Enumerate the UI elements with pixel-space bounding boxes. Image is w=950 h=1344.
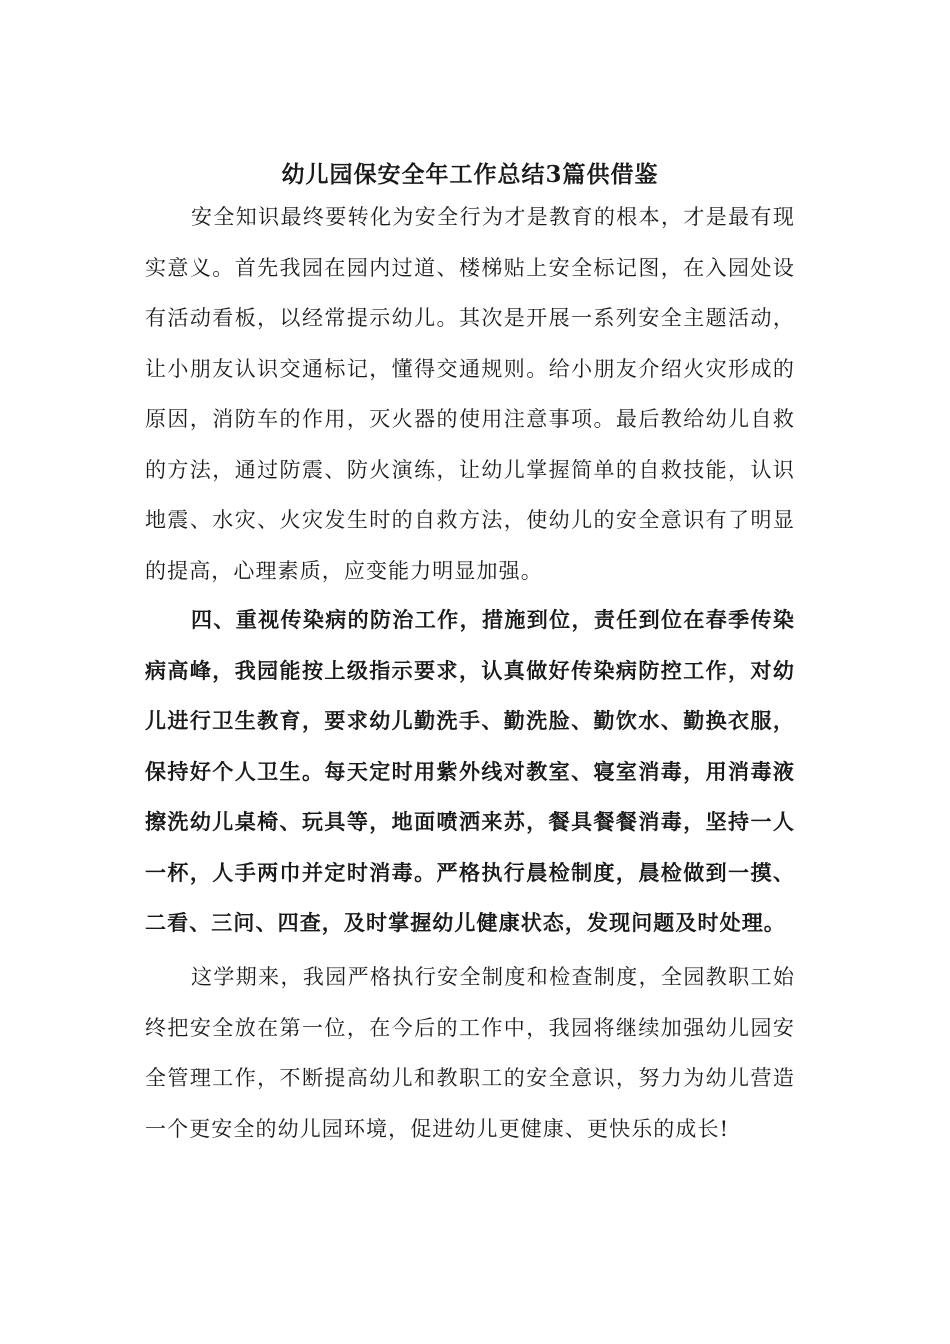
paragraph-disease-prevention: 四、重视传染病的防治工作，措施到位，责任到位在春季传染病高峰，我园能按上级指示要求，认真做好传染病防控工作，对幼儿进行卫生教育，要求幼儿勤洗手、勤洗脸、勤饮水、勤换衣服，保持好个人卫生。每天定时用紫外线对教室、寝室消毒，用消毒液擦洗幼儿桌椅、玩具等，地面喷洒来苏，餐具餐餐消毒，坚持一人一杯，人手两巾并定时消毒。严格执行晨检制度，晨检做到一摸、二看、三问、四查，及时掌握幼儿健康状态，发现问题及时处理。 [145, 607, 795, 935]
paragraph-conclusion: 这学期来，我园严格执行安全制度和检查制度，全园教职工始终把安全放在第一位，在今后的工作中，我园将继续加强幼儿园安全管理工作，不断提高幼儿和教职工的安全意识，努力为幼儿营造一个更安全的幼儿园环境，促进幼儿更健康、更快乐的成长! [145, 965, 795, 1141]
paragraph-safety-education: 安全知识最终要转化为安全行为才是教育的根本，才是最有现实意义。首先我园在园内过道、楼梯贴上安全标记图，在入园处设有活动看板，以经常提示幼儿。其次是开展一系列安全主题活动，让小朋友认识交通标记，懂得交通规则。给小朋友介绍火灾形成的原因，消防车的作用，灭火器的使用注意事项。最后教给幼儿自救的方法，通过防震、防火演练，让幼儿掌握简单的自救技能，认识地震、水灾、火灾发生时的自救方法，使幼儿的安全意识有了明显的提高，心理素质，应变能力明显加强。 [145, 205, 795, 583]
document-title: 幼儿园保安全年工作总结3篇供借鉴 [281, 161, 659, 189]
